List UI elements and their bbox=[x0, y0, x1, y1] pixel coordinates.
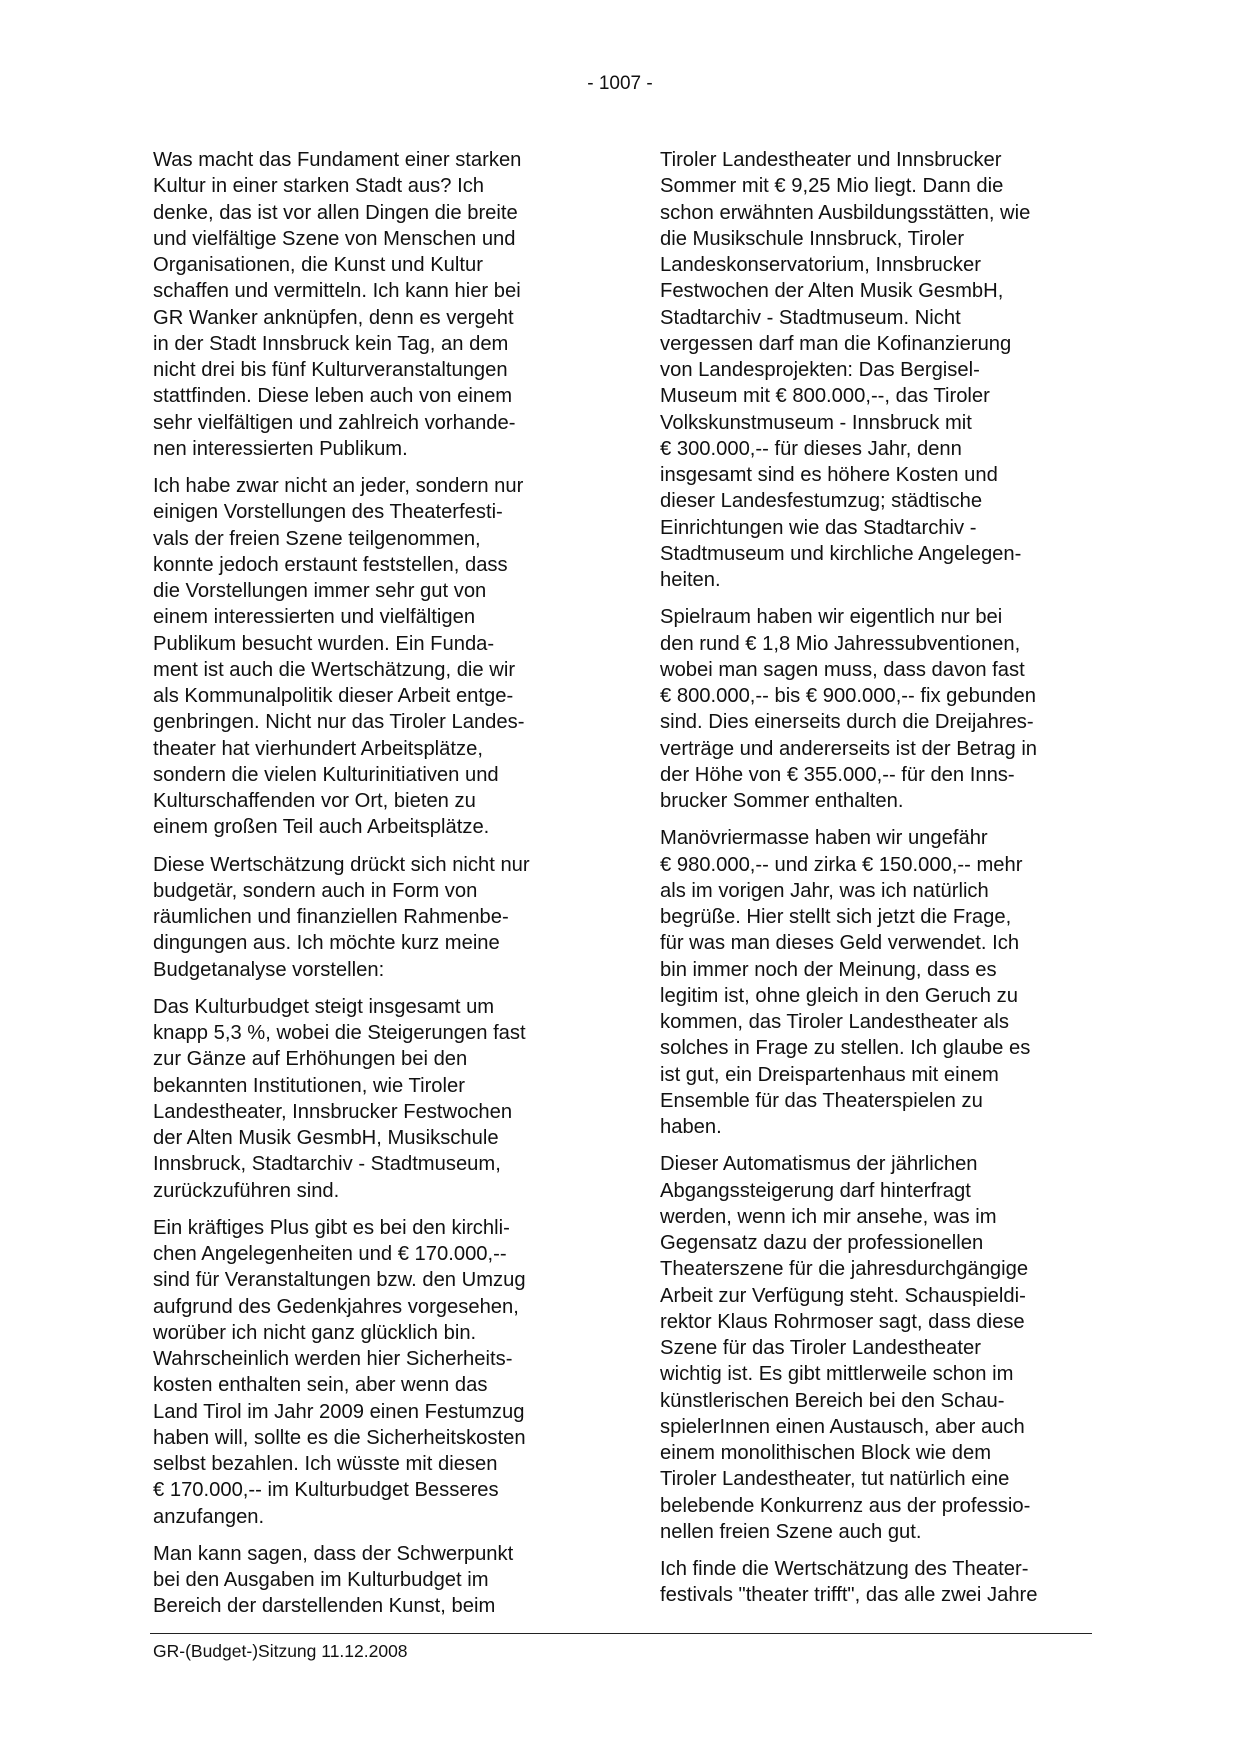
text-line: Ein kräftiges Plus gibt es bei den kirchli- bbox=[153, 1216, 510, 1239]
text-line: der Höhe von € 355.000,-- für den Inns- bbox=[660, 763, 1015, 786]
footer-session-label: GR-(Budget-)Sitzung 11.12.2008 bbox=[153, 1641, 408, 1661]
text-line: Land Tirol im Jahr 2009 einen Festumzug bbox=[153, 1400, 525, 1423]
paragraph bbox=[153, 1541, 603, 1620]
paragraph bbox=[153, 147, 603, 462]
text-line: haben. bbox=[660, 1116, 722, 1138]
text-line: budgetär, sondern auch in Form von bbox=[153, 879, 478, 902]
text-line: heiten. bbox=[660, 569, 721, 591]
text-line: knapp 5,3 %, wobei die Steigerungen fast bbox=[153, 1022, 526, 1044]
text-line: vals der freien Szene teilgenommen, bbox=[153, 527, 481, 550]
text-line: wichtig ist. Es gibt mittlerweile schon im bbox=[660, 1363, 1014, 1386]
text-line: konnte jedoch erstaunt feststellen, dass bbox=[153, 553, 508, 576]
text-line: nellen freien Szene auch gut. bbox=[660, 1520, 922, 1543]
text-line: rektor Klaus Rohrmoser sagt, dass diese bbox=[660, 1310, 1025, 1333]
paragraph bbox=[153, 852, 603, 983]
text-line: Einrichtungen wie das Stadtarchiv - bbox=[660, 516, 977, 539]
text-line: einem interessierten und vielfältigen bbox=[153, 606, 476, 629]
text-line: einigen Vorstellungen des Theaterfesti- bbox=[153, 501, 503, 524]
text-line: Spielraum haben wir eigentlich nur bei bbox=[660, 606, 1003, 629]
text-line: Museum mit € 800.000,--, das Tiroler bbox=[660, 385, 990, 408]
paragraph bbox=[660, 1151, 1110, 1545]
text-line: haben will, sollte es die Sicherheitskosten bbox=[153, 1426, 526, 1449]
right-column bbox=[660, 147, 1110, 1620]
text-line: € 300.000,-- für dieses Jahr, denn bbox=[660, 437, 962, 460]
text-line: kommen, das Tiroler Landestheater als bbox=[660, 1011, 1009, 1033]
text-line: einem monolithischen Block wie dem bbox=[660, 1442, 992, 1464]
text-line: schaffen und vermitteln. Ich kann hier bei bbox=[153, 280, 521, 303]
text-line: GR Wanker anknüpfen, denn es vergeht bbox=[153, 306, 514, 329]
text-line: denke, das ist vor allen Dingen die breite bbox=[153, 201, 518, 224]
text-line: und vielfältige Szene von Menschen und bbox=[153, 227, 516, 250]
text-line: Landeskonservatorium, Innsbrucker bbox=[660, 254, 981, 276]
text-line: Manövriermasse haben wir ungefähr bbox=[660, 827, 988, 850]
text-line: worüber ich nicht ganz glücklich bin. bbox=[153, 1321, 477, 1344]
text-line: festivals "theater trifft", das alle zwei Jahre bbox=[660, 1584, 1038, 1607]
text-line: insgesamt sind es höhere Kosten und bbox=[660, 464, 998, 486]
text-line: Festwochen der Alten Musik GesmbH, bbox=[660, 280, 1004, 303]
text-line: solches in Frage zu stellen. Ich glaube es bbox=[660, 1037, 1031, 1060]
text-line: brucker Sommer enthalten. bbox=[660, 790, 904, 812]
text-line: Publikum besucht wurden. Ein Funda- bbox=[153, 632, 495, 655]
text-line: € 800.000,-- bis € 900.000,-- fix gebunden bbox=[660, 685, 1036, 707]
text-line: Tiroler Landestheater, tut natürlich eine bbox=[660, 1468, 1010, 1491]
text-line: Was macht das Fundament einer starken bbox=[153, 149, 522, 171]
text-line: bin immer noch der Meinung, dass es bbox=[660, 958, 997, 981]
text-line: sondern die vielen Kulturinitiativen und bbox=[153, 763, 499, 786]
text-line: Ensemble für das Theaterspielen zu bbox=[660, 1089, 983, 1112]
paragraph bbox=[153, 994, 603, 1204]
text-line: die Musikschule Innsbruck, Tiroler bbox=[660, 227, 965, 250]
left-column bbox=[153, 147, 603, 1631]
text-line: für was man dieses Geld verwendet. Ich bbox=[660, 932, 1020, 955]
text-line: Landestheater, Innsbrucker Festwochen bbox=[153, 1100, 513, 1123]
paragraph bbox=[153, 1215, 603, 1530]
text-line: Sommer mit € 9,25 Mio liegt. Dann die bbox=[660, 175, 1004, 198]
text-line: Tiroler Landestheater und Innsbrucker bbox=[660, 149, 1002, 171]
text-line: dingungen aus. Ich möchte kurz meine bbox=[153, 932, 500, 955]
text-line: sehr vielfältigen und zahlreich vorhande- bbox=[153, 411, 516, 434]
text-line: Innsbruck, Stadtarchiv - Stadtmuseum, bbox=[153, 1153, 501, 1176]
text-line: Bereich der darstellenden Kunst, beim bbox=[153, 1595, 496, 1618]
text-line: belebende Konkurrenz aus der professio- bbox=[660, 1494, 1031, 1517]
text-line: chen Angelegenheiten und € 170.000,-- bbox=[153, 1243, 507, 1265]
text-line: Budgetanalyse vorstellen: bbox=[153, 958, 385, 981]
text-line: Wahrscheinlich werden hier Sicherheits- bbox=[153, 1348, 513, 1370]
text-line: spielerInnen einen Austausch, aber auch bbox=[660, 1415, 1025, 1438]
text-line: aufgrund des Gedenkjahres vorgesehen, bbox=[153, 1295, 519, 1318]
text-line: theater hat vierhundert Arbeitsplätze, bbox=[153, 737, 483, 760]
text-line: vergessen darf man die Kofinanzierung bbox=[660, 332, 1012, 355]
text-line: stattfinden. Diese leben auch von einem bbox=[153, 385, 513, 408]
text-line: Arbeit zur Verfügung steht. Schauspieldi- bbox=[660, 1284, 1026, 1307]
text-line: € 170.000,-- im Kulturbudget Besseres bbox=[153, 1479, 499, 1502]
text-line: bei den Ausgaben im Kulturbudget im bbox=[153, 1569, 489, 1591]
paragraph bbox=[660, 1556, 1110, 1609]
footer-divider bbox=[150, 1633, 1092, 1634]
text-line: dieser Landesfestumzug; städtische bbox=[660, 490, 983, 513]
text-line: Stadtarchiv - Stadtmuseum. Nicht bbox=[660, 306, 961, 329]
text-line: als im vorigen Jahr, was ich natürlich bbox=[660, 879, 989, 902]
text-line: einem großen Teil auch Arbeitsplätze. bbox=[153, 816, 490, 839]
text-line: wobei man sagen muss, dass davon fast bbox=[660, 658, 1025, 681]
text-line: Kultur in einer starken Stadt aus? Ich bbox=[153, 175, 485, 198]
text-line: Man kann sagen, dass der Schwerpunkt bbox=[153, 1542, 514, 1565]
paragraph bbox=[153, 473, 603, 841]
text-line: die Vorstellungen immer sehr gut von bbox=[153, 580, 487, 602]
text-line: Ich finde die Wertschätzung des Theater- bbox=[660, 1558, 1029, 1580]
text-line: Ich habe zwar nicht an jeder, sondern nur bbox=[153, 475, 524, 497]
text-line: Kulturschaffenden vor Ort, bieten zu bbox=[153, 790, 476, 812]
text-line: anzufangen. bbox=[153, 1505, 265, 1528]
text-line: selbst bezahlen. Ich wüsste mit diesen bbox=[153, 1453, 498, 1475]
text-line: der Alten Musik GesmbH, Musikschule bbox=[153, 1127, 499, 1149]
text-line: räumlichen und finanziellen Rahmenbe- bbox=[153, 906, 509, 928]
text-line: nicht drei bis fünf Kulturveranstaltungen bbox=[153, 359, 508, 381]
text-line: sind. Dies einerseits durch die Dreijahres- bbox=[660, 711, 1034, 734]
page-number: - 1007 - bbox=[587, 73, 653, 94]
text-line: ist gut, ein Dreispartenhaus mit einem bbox=[660, 1063, 999, 1086]
paragraph bbox=[660, 825, 1110, 1140]
text-line: Diese Wertschätzung drückt sich nicht nur bbox=[153, 853, 530, 876]
text-line: legitim ist, ohne gleich in den Geruch zu bbox=[660, 984, 1018, 1007]
text-line: den rund € 1,8 Mio Jahressubventionen, bbox=[660, 632, 1021, 655]
text-line: Volkskunstmuseum - Innsbruck mit bbox=[660, 411, 972, 434]
text-line: schon erwähnten Ausbildungsstätten, wie bbox=[660, 201, 1031, 224]
text-line: künstlerischen Bereich bei den Schau- bbox=[660, 1389, 1005, 1412]
text-line: zur Gänze auf Erhöhungen bei den bbox=[153, 1048, 468, 1071]
text-line: ment ist auch die Wertschätzung, die wir bbox=[153, 658, 516, 681]
text-line: in der Stadt Innsbruck kein Tag, an dem bbox=[153, 332, 509, 355]
text-line: Stadtmuseum und kirchliche Angelegen- bbox=[660, 542, 1022, 565]
text-line: Szene für das Tiroler Landestheater bbox=[660, 1337, 981, 1359]
text-line: Theaterszene für die jahresdurchgängige bbox=[660, 1258, 1029, 1281]
text-line: begrüße. Hier stellt sich jetzt die Frage, bbox=[660, 906, 1012, 928]
text-line: Abgangssteigerung darf hinterfragt bbox=[660, 1179, 971, 1202]
text-line: € 980.000,-- und zirka € 150.000,-- mehr bbox=[660, 853, 1023, 876]
text-line: kosten enthalten sein, aber wenn das bbox=[153, 1374, 488, 1397]
text-line: zurückzuführen sind. bbox=[153, 1179, 340, 1202]
text-line: Gegensatz dazu der professionellen bbox=[660, 1232, 984, 1254]
text-line: von Landesprojekten: Das Bergisel- bbox=[660, 359, 980, 381]
paragraph bbox=[660, 604, 1110, 814]
text-line: werden, wenn ich mir ansehe, was im bbox=[660, 1205, 997, 1228]
text-line: Das Kulturbudget steigt insgesamt um bbox=[153, 995, 495, 1018]
text-line: nen interessierten Publikum. bbox=[153, 437, 408, 460]
text-line: Dieser Automatismus der jährlichen bbox=[660, 1153, 978, 1176]
text-line: bekannten Institutionen, wie Tiroler bbox=[153, 1074, 465, 1097]
text-line: sind für Veranstaltungen bzw. den Umzug bbox=[153, 1269, 526, 1292]
text-line: Organisationen, die Kunst und Kultur bbox=[153, 254, 483, 276]
text-line: als Kommunalpolitik dieser Arbeit entge- bbox=[153, 685, 514, 707]
paragraph bbox=[660, 147, 1110, 593]
text-line: genbringen. Nicht nur das Tiroler Landes- bbox=[153, 711, 525, 734]
text-line: verträge und andererseits ist der Betrag in bbox=[660, 737, 1038, 760]
